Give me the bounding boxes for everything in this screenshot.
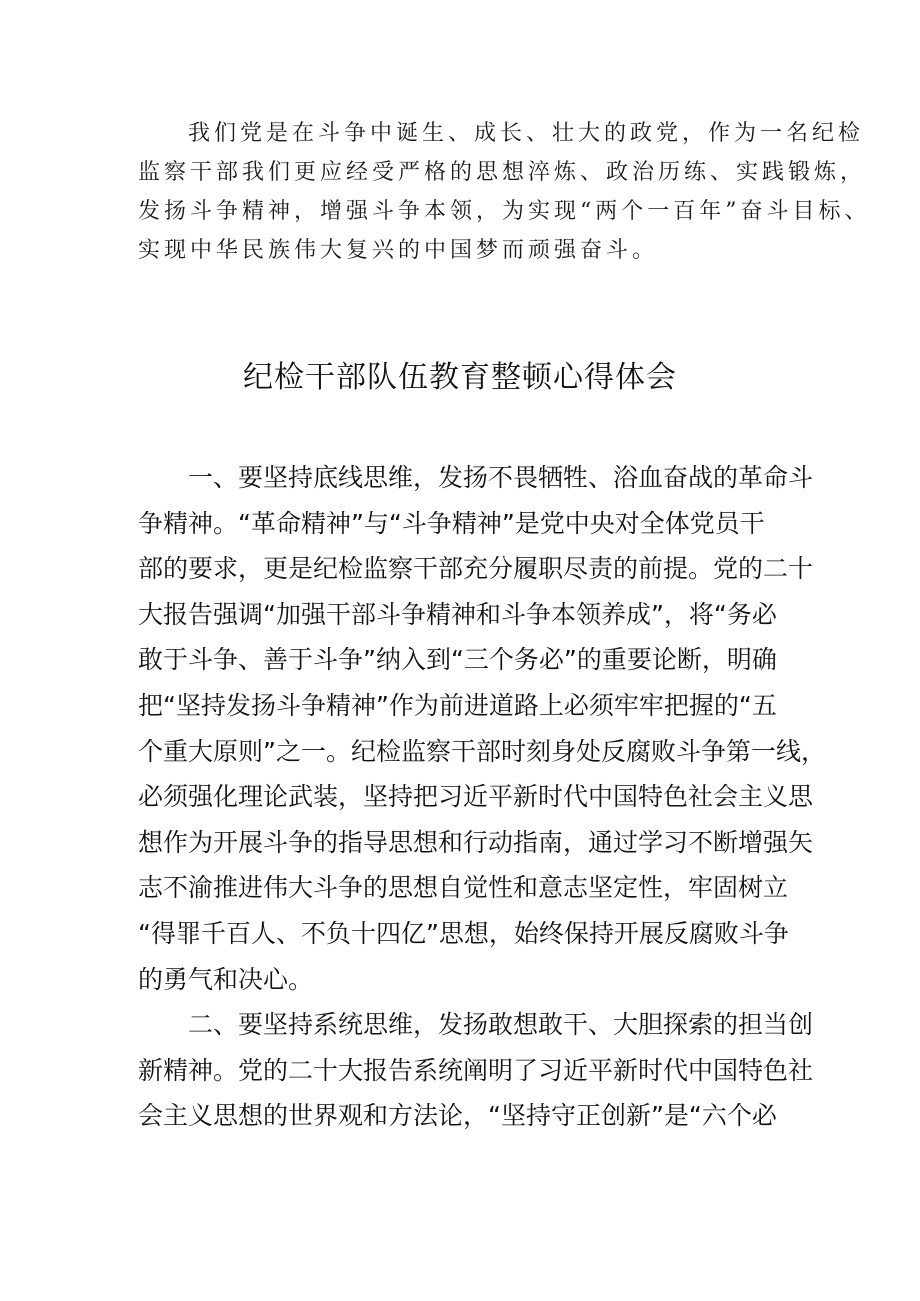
paragraph-line: 争精神。“革命精神”与“斗争精神”是党中央对全体党员干: [138, 508, 765, 538]
paragraph-line: 的勇气和决心。: [138, 964, 314, 994]
body-text: [138, 455, 826, 1139]
intro-line: 发扬斗争精神，增强斗争本领，为实现“两个一百年”奋斗目标、: [138, 199, 871, 224]
intro-line: 我们党是在斗争中诞生、成长、壮大的政党，作为一名纪检: [188, 121, 865, 146]
intro-line: 实现中华民族伟大复兴的中国梦而顽强奋斗。: [138, 238, 659, 263]
document-title: 纪检干部队伍教育整顿心得体会: [243, 360, 677, 395]
paragraph-line: 想作为开展斗争的指导思想和行动指南，通过学习不断增强矢: [138, 827, 814, 857]
paragraph-line: 一、要坚持底线思维，发扬不畏牺牲、浴血奋战的革命斗: [188, 463, 814, 492]
paragraph-line: 志不渝推进伟大斗争的思想自觉性和意志坚定性，牢固树立: [138, 873, 789, 903]
paragraph-line: 部的要求，更是纪检监察干部充分履职尽责的前提。党的二十: [138, 554, 814, 584]
paragraph-line: 新精神。党的二十大报告系统阐明了习近平新时代中国特色社: [138, 1055, 814, 1085]
paragraph-line: 把“坚持发扬斗争精神”作为前进道路上必须牢牢把握的“五: [138, 690, 777, 720]
paragraph-line: 个重大原则”之一。纪检监察干部时刻身处反腐败斗争第一线，: [138, 736, 826, 766]
intro-paragraph: [138, 114, 871, 270]
paragraph-line: 二、要坚持系统思维，发扬敢想敢干、大胆探索的担当创: [188, 1010, 814, 1040]
paragraph-line: 必须强化理论武装，坚持把习近平新时代中国特色社会主义思: [138, 782, 814, 812]
paragraph-line: 会主义思想的世界观和方法论，“坚持守正创新”是“六个必: [138, 1101, 777, 1131]
paragraph-line: 大报告强调“加强干部斗争精神和斗争本领养成”，将“务必: [138, 599, 777, 629]
intro-line: 监察干部我们更应经受严格的思想淬炼、政治历练、实践锻炼，: [138, 160, 867, 185]
paragraph-line: 敢于斗争、善于斗争”纳入到“三个务必”的重要论断，明确: [138, 645, 777, 675]
paragraph-line: “得罪千百人、不负十四亿”思想，始终保持开展反腐败斗争: [138, 918, 789, 948]
